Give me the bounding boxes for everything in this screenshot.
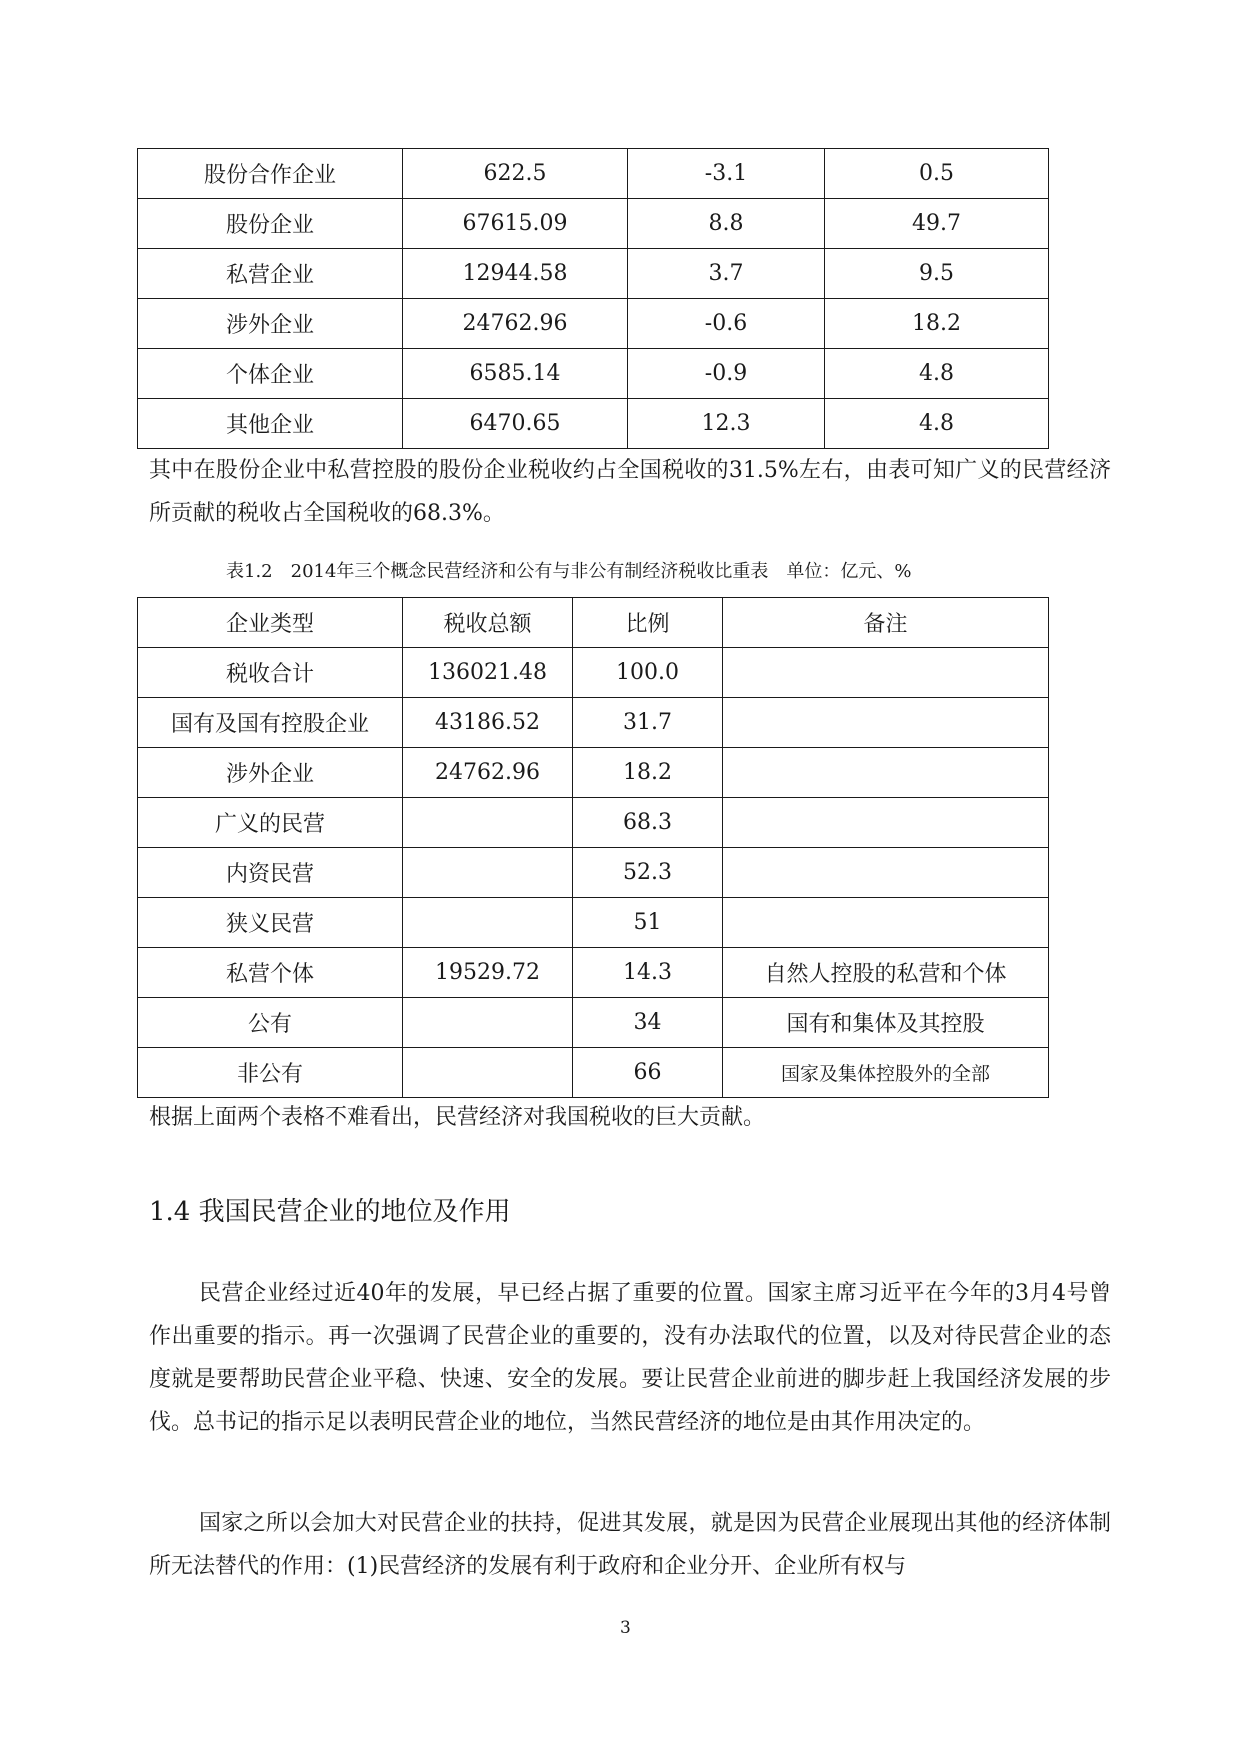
table-cell (403, 848, 573, 898)
table-caption: 表1.2 2014年三个概念民营经济和公有与非公有制经济税收比重表 单位：亿元、% (226, 561, 912, 582)
table-header-row (138, 598, 1049, 648)
table-cell: 非公有 (138, 1048, 403, 1098)
table-cell: 8.8 (628, 199, 825, 249)
table-cell: 4.8 (825, 399, 1049, 449)
table-cell: 涉外企业 (138, 299, 403, 349)
page-number: 3 (620, 1618, 631, 1638)
table-cell: 公有 (138, 998, 403, 1048)
table-cell: 国有及国有控股企业 (138, 698, 403, 748)
table-cell (403, 798, 573, 848)
table-cell: 内资民营 (138, 848, 403, 898)
table-cell (723, 748, 1049, 798)
table-header-cell: 税收总额 (403, 598, 573, 648)
table-cell: 18.2 (825, 299, 1049, 349)
table-row (138, 748, 1049, 798)
table-cell: 66 (573, 1048, 723, 1098)
table-cell: 52.3 (573, 848, 723, 898)
table-cell: 31.7 (573, 698, 723, 748)
table-cell: 税收合计 (138, 648, 403, 698)
table-cell: 14.3 (573, 948, 723, 998)
table-row (138, 998, 1049, 1048)
tax-share-table (137, 597, 1049, 1098)
paragraph: 根据上面两个表格不难看出，民营经济对我国税收的巨大贡献。 (149, 1105, 766, 1130)
table-cell: 49.7 (825, 199, 1049, 249)
table-cell: 广义的民营 (138, 798, 403, 848)
table-cell: 24762.96 (403, 748, 573, 798)
table-cell (403, 998, 573, 1048)
table-cell: 涉外企业 (138, 748, 403, 798)
table-cell: 19529.72 (403, 948, 573, 998)
table-cell: 股份合作企业 (138, 149, 403, 199)
section-heading: 1.4 我国民营企业的地位及作用 (149, 1197, 511, 1227)
table-row (138, 948, 1049, 998)
table-row (138, 399, 1049, 449)
table-cell: 私营个体 (138, 948, 403, 998)
table-cell (723, 798, 1049, 848)
table-cell: 67615.09 (403, 199, 628, 249)
table-cell: 24762.96 (403, 299, 628, 349)
table-cell: 18.2 (573, 748, 723, 798)
table-cell: 3.7 (628, 249, 825, 299)
table-row (138, 698, 1049, 748)
table-row (138, 149, 1049, 199)
table-cell: 国家及集体控股外的全部 (723, 1048, 1049, 1098)
paragraph: 国家之所以会加大对民营企业的扶持，促进其发展，就是因为民营企业展现出其他的经济体制所无法替代的作用：(1)民营经济的发展有利于政府和企业分开、企业所有权与 (149, 1511, 1111, 1579)
table-header-cell: 备注 (723, 598, 1049, 648)
table-cell: 51 (573, 898, 723, 948)
table-row (138, 1048, 1049, 1098)
table-cell: 136021.48 (403, 648, 573, 698)
table-cell (723, 698, 1049, 748)
paragraph: 民营企业经过近40年的发展，早已经占据了重要的位置。国家主席习近平在今年的3月4号曾作出重要的指示。再一次强调了民营企业的重要的，没有办法取代的位置，以及对待民营企业的态度就是要帮助民营企业平稳、快速、安全的发展。要让民营企业前进的脚步赶上我国经济发展的步伐。总书记的指示足以表明民营企业的地位，当然民营经济的地位是由其作用决定的。 (149, 1281, 1111, 1435)
table-header-cell: 企业类型 (138, 598, 403, 648)
table-cell: -0.9 (628, 349, 825, 399)
table-cell (723, 848, 1049, 898)
paragraph: 其中在股份企业中私营控股的股份企业税收约占全国税收的31.5%左右，由表可知广义的民营经济所贡献的税收占全国税收的68.3%。 (149, 458, 1111, 526)
table-cell: -0.6 (628, 299, 825, 349)
table-cell: 4.8 (825, 349, 1049, 399)
table-cell: 6470.65 (403, 399, 628, 449)
table-cell: 0.5 (825, 149, 1049, 199)
table-cell: 34 (573, 998, 723, 1048)
table-row (138, 648, 1049, 698)
table-cell: 9.5 (825, 249, 1049, 299)
table-row (138, 249, 1049, 299)
table-row (138, 798, 1049, 848)
table-cell: 43186.52 (403, 698, 573, 748)
table-cell: 自然人控股的私营和个体 (723, 948, 1049, 998)
table-cell: 6585.14 (403, 349, 628, 399)
table-cell: 12.3 (628, 399, 825, 449)
table-cell: 股份企业 (138, 199, 403, 249)
table-cell: 622.5 (403, 149, 628, 199)
table-header-cell: 比例 (573, 598, 723, 648)
table-row (138, 848, 1049, 898)
table-cell: 个体企业 (138, 349, 403, 399)
table-row (138, 349, 1049, 399)
table-cell: 其他企业 (138, 399, 403, 449)
table-row (138, 898, 1049, 948)
table-cell (723, 648, 1049, 698)
table-cell: -3.1 (628, 149, 825, 199)
tax-by-enterprise-table (137, 148, 1049, 449)
table-row (138, 299, 1049, 349)
table-cell: 100.0 (573, 648, 723, 698)
table-cell (403, 898, 573, 948)
table-cell: 私营企业 (138, 249, 403, 299)
table-cell: 狭义民营 (138, 898, 403, 948)
table-row (138, 199, 1049, 249)
table-cell: 国有和集体及其控股 (723, 998, 1049, 1048)
table-cell: 12944.58 (403, 249, 628, 299)
table-cell: 68.3 (573, 798, 723, 848)
table-cell (723, 898, 1049, 948)
table-cell (403, 1048, 573, 1098)
